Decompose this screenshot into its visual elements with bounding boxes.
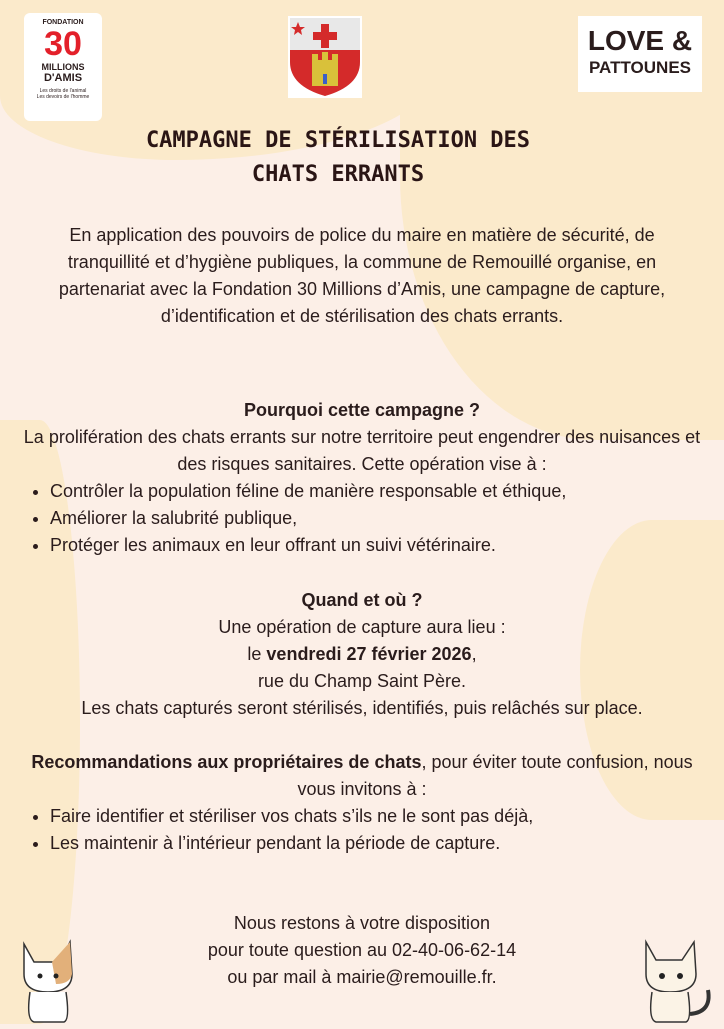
logo-text: 30 xyxy=(44,25,82,63)
contact-phone: pour toute question au 02-40-06-62-14 xyxy=(207,940,517,960)
fondation-30-millions-logo xyxy=(24,13,102,121)
list-item: • Contrôler la population féline de manière responsable et éthique, xyxy=(50,478,714,505)
why-section xyxy=(10,397,714,559)
love-pattounes-logo xyxy=(578,16,702,92)
cat-illustration-icon xyxy=(632,934,716,1024)
logo-text: Les droits de l'animal xyxy=(39,88,87,94)
text: , xyxy=(471,644,477,664)
logo-text: LOVE & xyxy=(587,25,693,56)
logo-text: FONDATION xyxy=(42,19,84,26)
owners-text xyxy=(30,749,694,803)
cat-illustration-icon xyxy=(12,934,86,1024)
list-item: • Améliorer la salubrité publique, xyxy=(50,505,714,532)
contact-email: ou par mail à mairie@remouille.fr. xyxy=(227,967,497,987)
when-date-line xyxy=(10,641,714,668)
contact-section xyxy=(100,910,624,991)
page-title xyxy=(0,124,676,192)
logo-text: D'AMIS xyxy=(43,72,83,84)
title-line: CHATS ERRANTS xyxy=(251,162,425,187)
when-line: Les chats capturés seront stérilisés, identifiés, puis relâchés sur place. xyxy=(81,698,643,718)
why-heading: Pourquoi cette campagne ? xyxy=(243,400,481,420)
coat-of-arms-icon xyxy=(288,16,362,98)
when-line: rue du Champ Saint Père. xyxy=(257,671,467,691)
list-item: • Les maintenir à l’intérieur pendant la période de capture. xyxy=(50,830,694,857)
list-item: • Protéger les animaux en leur offrant un suivi vétérinaire. xyxy=(50,532,714,559)
logo-text: PATTOUNES xyxy=(588,58,691,77)
title-line: CAMPAGNE DE STÉRILISATION DES xyxy=(145,128,531,153)
why-text: La prolifération des chats errants sur notre territoire peut engendrer des nuisances et des risques sanitaires. Cette opération vise à : xyxy=(23,427,701,474)
when-section xyxy=(10,587,714,722)
contact-line: Nous restons à votre disposition xyxy=(233,913,491,933)
when-heading: Quand et où ? xyxy=(301,590,423,610)
logo-text: Les devoirs de l'homme xyxy=(36,94,90,100)
when-line: Une opération de capture aura lieu : xyxy=(218,617,506,637)
list-item: • Faire identifier et stériliser vos chats s’ils ne le sont pas déjà, xyxy=(50,803,694,830)
owners-heading: Recommandations aux propriétaires de chats xyxy=(31,752,422,772)
text: , pour éviter toute confusion, nous vous invitons à : xyxy=(297,752,693,799)
owners-section xyxy=(30,749,694,857)
owners-list xyxy=(30,803,694,857)
event-date: vendredi 27 février 2026 xyxy=(266,644,472,664)
why-list xyxy=(10,478,714,559)
text: le xyxy=(247,644,267,664)
intro-paragraph: En application des pouvoirs de police du maire en matière de sécurité, de tranquillité et d’hygiène publiques, la commune de Remouillé organise, en partenariat avec la Fondation 30 Millions d’Amis, une campagne de capture, d’identification et de stérilisation des chats errants. xyxy=(58,225,666,326)
logo-text: MILLIONS xyxy=(41,62,85,72)
